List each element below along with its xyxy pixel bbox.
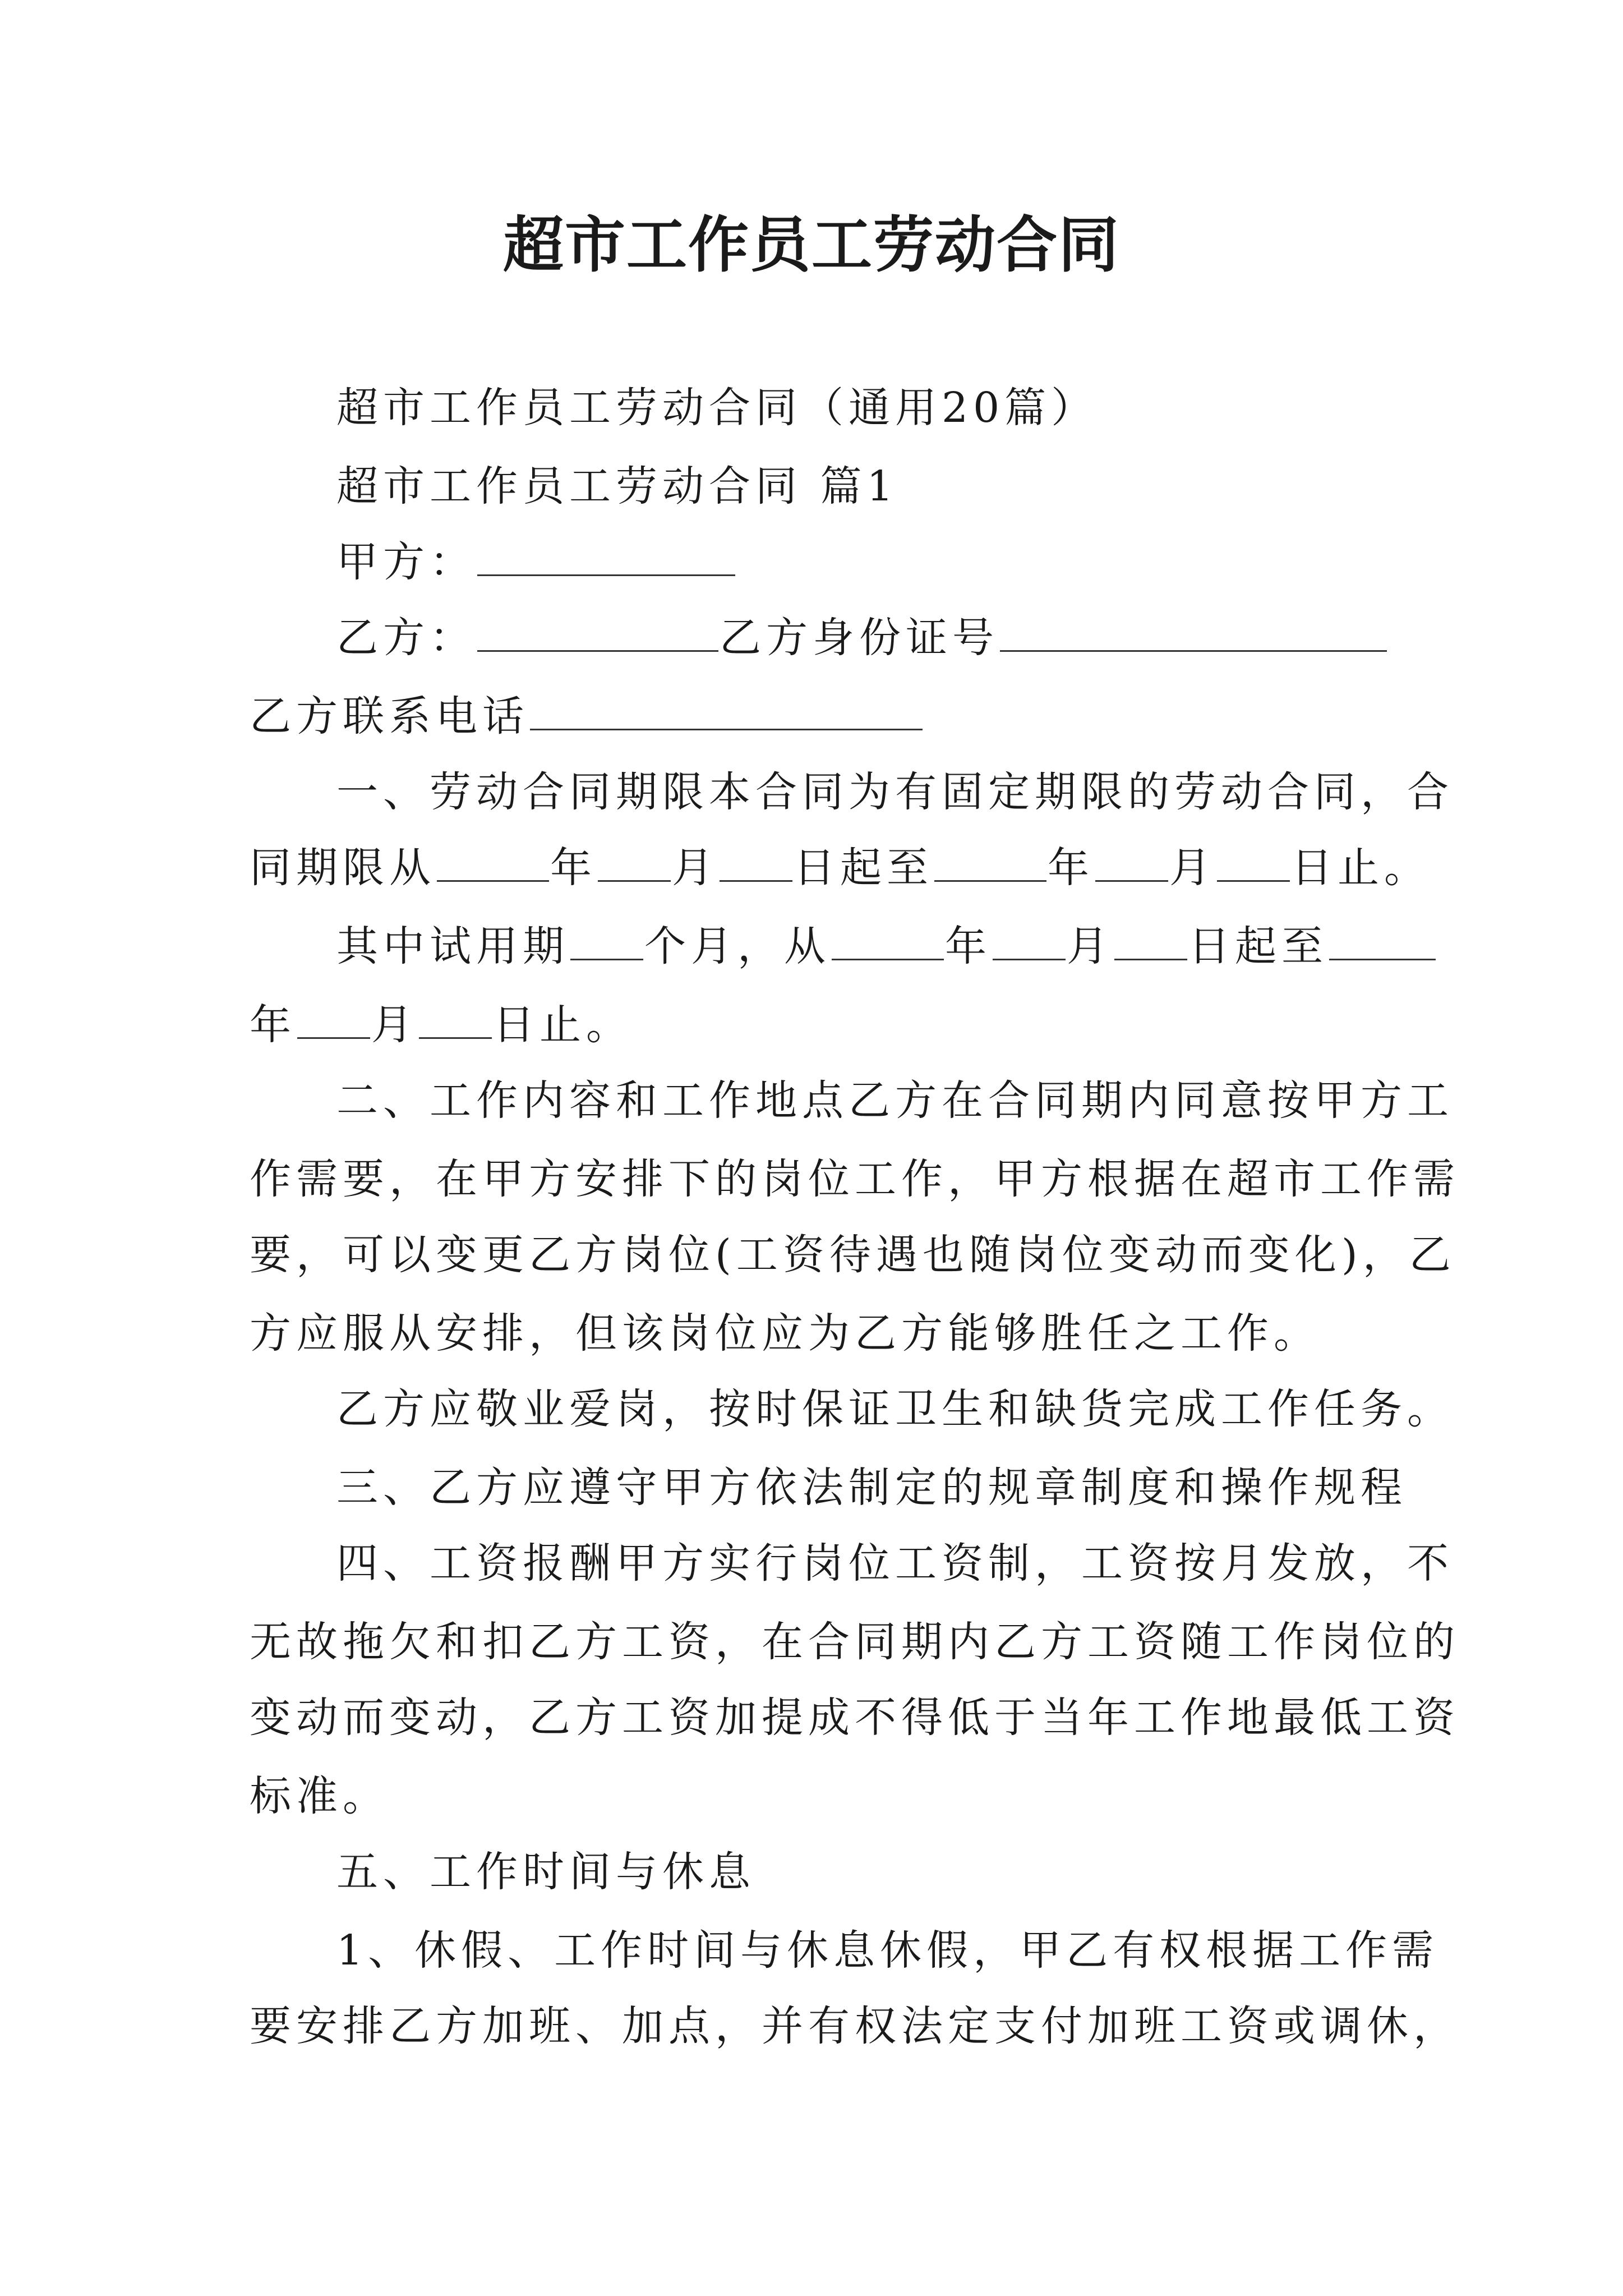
section-2-line-5: 乙方应敬业爱岗，按时保证卫生和缺货完成工作任务。 <box>336 1385 1454 1433</box>
text-segment: 月 <box>672 844 718 892</box>
text-segment: 年 <box>250 1001 296 1049</box>
month-blank <box>297 1005 370 1039</box>
subtitle: 超市工作员工劳动合同（通用20篇） <box>336 384 1098 432</box>
year-blank <box>437 848 549 882</box>
party-b-phone-label: 乙方联系电话 <box>250 692 529 740</box>
text-segment: 年 <box>550 844 597 892</box>
text-segment: 日起至 <box>794 844 933 892</box>
party-b-label: 乙方： <box>336 614 476 662</box>
day-blank <box>1114 926 1187 960</box>
month-blank <box>1095 848 1168 882</box>
text-segment: 年 <box>1048 844 1094 892</box>
party-b-blank <box>477 618 718 652</box>
year-blank <box>934 848 1046 882</box>
section-2-line-3: 要，可以变更乙方岗位(工资待遇也随岗位变动而变化)，乙 <box>250 1231 1456 1279</box>
section-4-line-1: 四、工资报酬甲方实行岗位工资制，工资按月发放，不 <box>336 1539 1454 1588</box>
section-5-line-1: 1、休假、工作时间与休息休假，甲乙有权根据工作需 <box>336 1926 1439 1975</box>
probation-months-blank <box>570 926 643 960</box>
month-blank <box>993 926 1066 960</box>
text-segment: 月 <box>1067 922 1113 970</box>
section-4-line-4: 标准。 <box>250 1772 389 1820</box>
text-segment: 日止。 <box>493 1001 633 1049</box>
section-4-line-2: 无故拖欠和扣乙方工资，在合同期内乙方工资随工作岗位的 <box>250 1618 1460 1666</box>
section-3-line-1: 三、乙方应遵守甲方依法制定的规章制度和操作规程 <box>336 1464 1407 1512</box>
party-b-phone-blank <box>530 696 923 730</box>
section-2-line-4: 方应服从安排，但该岗位应为乙方能够胜任之工作。 <box>250 1309 1320 1358</box>
section-4-line-3: 变动而变动，乙方工资加提成不得低于当年工作地最低工资 <box>250 1694 1460 1742</box>
chapter-heading: 超市工作员工劳动合同 篇1 <box>336 462 898 510</box>
text-segment: 日止。 <box>1291 844 1431 892</box>
section-2-line-1: 二、工作内容和工作地点乙方在合同期内同意按甲方工 <box>336 1076 1454 1125</box>
year-blank <box>832 926 944 960</box>
party-b-line <box>336 614 1388 662</box>
month-blank <box>598 848 671 882</box>
text-segment: 其中试用期 <box>336 922 569 970</box>
text-segment: 月 <box>371 1001 418 1049</box>
text-segment: 日起至 <box>1188 922 1328 970</box>
party-b-id-label: 乙方身份证号 <box>720 614 999 662</box>
party-a-label: 甲方： <box>336 538 476 586</box>
day-blank <box>419 1005 492 1039</box>
day-blank <box>720 848 792 882</box>
text-segment: 年 <box>945 922 992 970</box>
section-1-line-2 <box>250 844 1431 892</box>
section-1-line-1: 一、劳动合同期限本合同为有固定期限的劳动合同，合 <box>336 768 1454 816</box>
text-segment: 同期限从 <box>250 844 436 892</box>
section-1-line-4 <box>250 1001 633 1049</box>
document-title: 超市工作员工劳动合同 <box>502 210 1120 280</box>
party-b-id-blank <box>1000 618 1387 652</box>
party-a-line <box>336 538 736 586</box>
section-1-line-3 <box>336 922 1437 970</box>
party-a-blank <box>477 542 735 576</box>
year-blank <box>1329 926 1436 960</box>
section-2-line-2: 作需要，在甲方安排下的岗位工作，甲方根据在超市工作需 <box>250 1155 1460 1203</box>
section-5-heading: 五、工作时间与休息 <box>336 1848 755 1896</box>
section-5-line-2: 要安排乙方加班、加点，并有权法定支付加班工资或调休， <box>250 2002 1460 2050</box>
party-b-phone-line <box>250 692 924 740</box>
day-blank <box>1217 848 1290 882</box>
text-segment: 月 <box>1169 844 1216 892</box>
text-segment: 个月，从 <box>644 922 831 970</box>
